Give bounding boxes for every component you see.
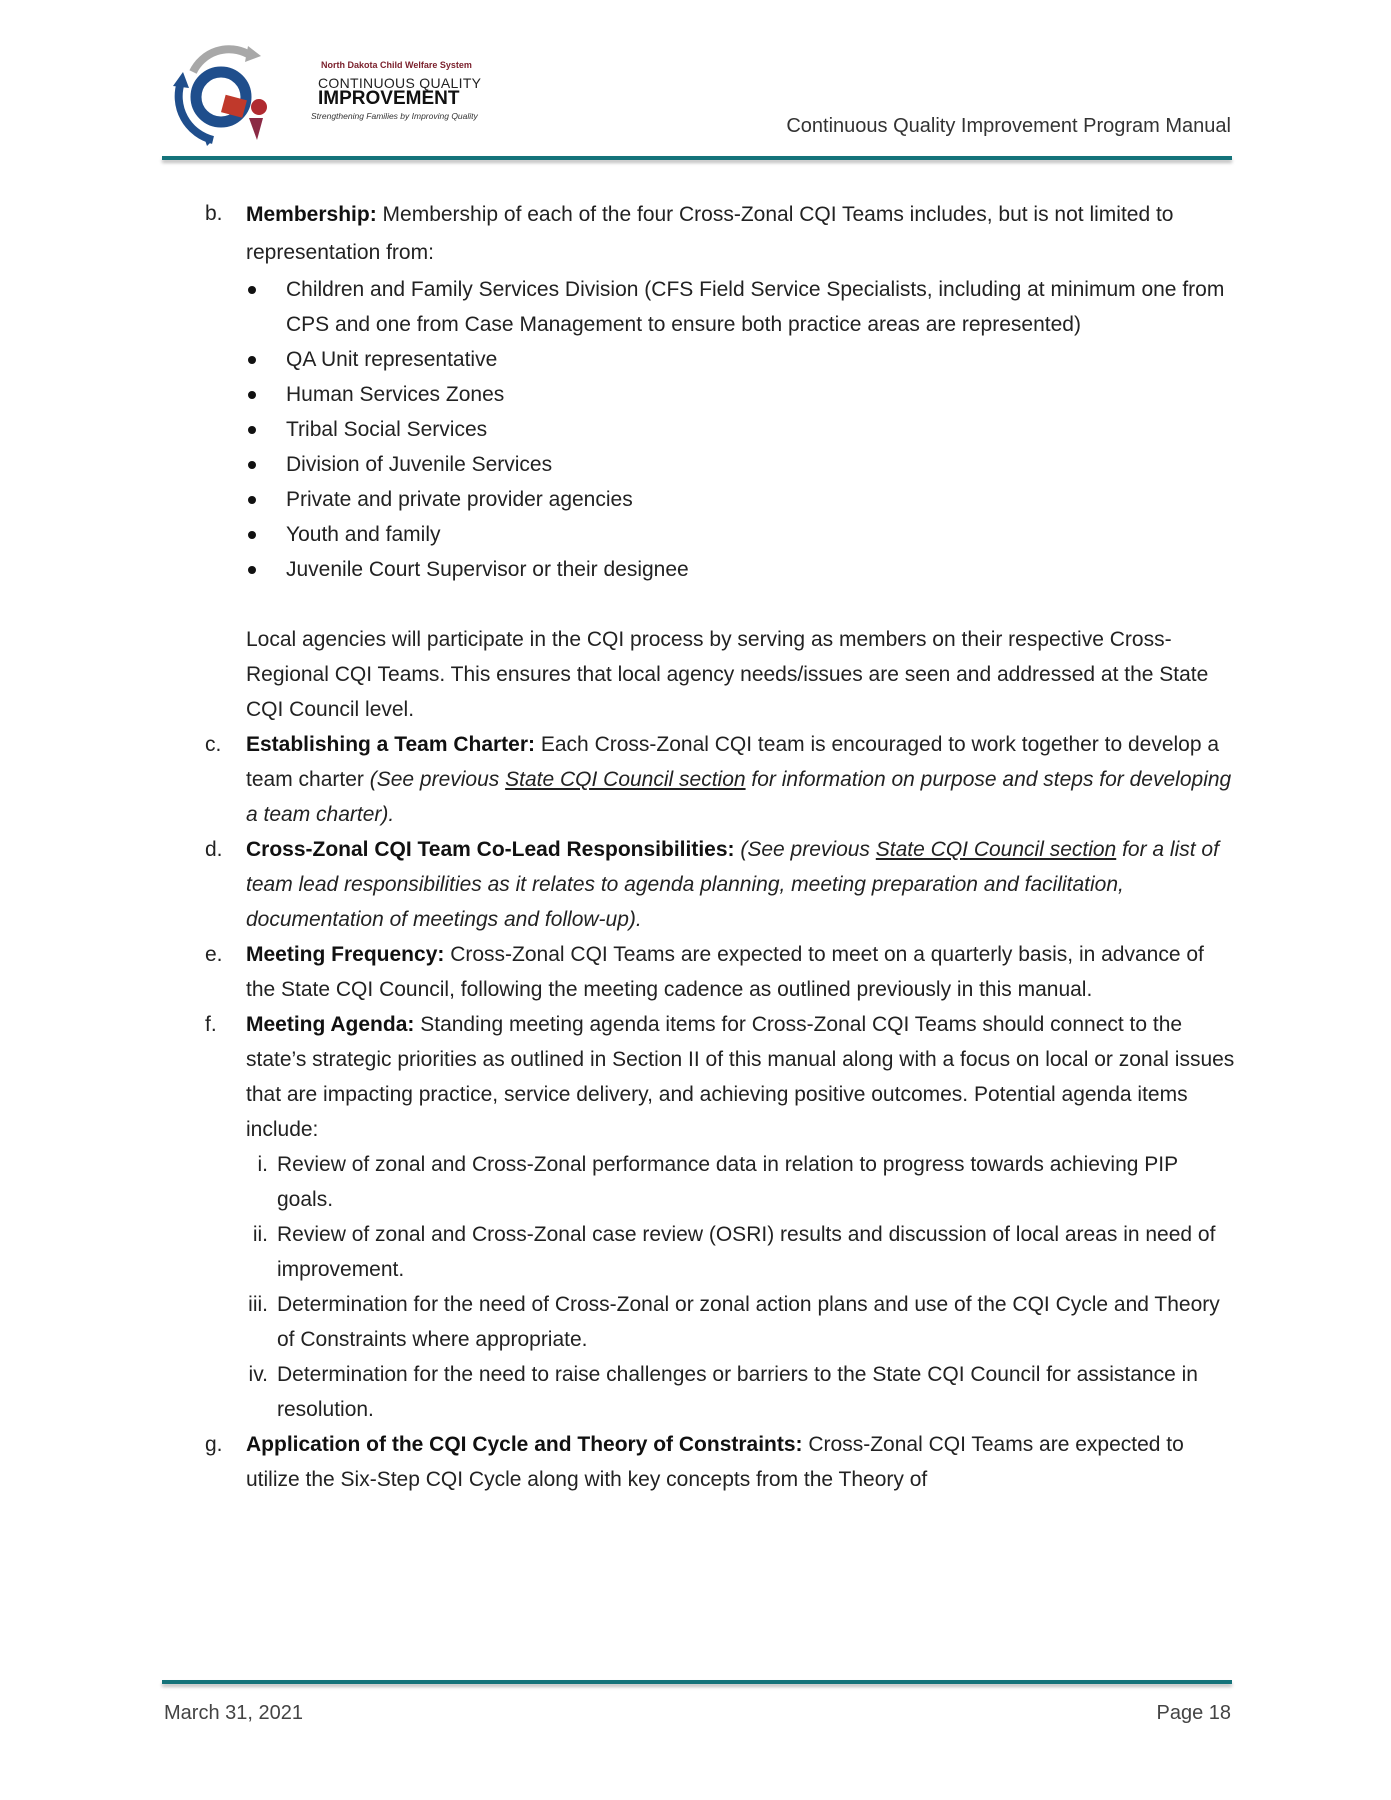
document-body <box>205 196 1235 1497</box>
item-marker: d. <box>205 838 223 861</box>
bullet-item <box>246 552 1235 587</box>
item-text <box>246 1007 1235 1147</box>
bullet-item <box>246 517 1235 552</box>
roman-list-item <box>246 1287 1235 1357</box>
bullet-icon <box>248 531 256 539</box>
bullet-text: QA Unit representative <box>286 348 498 371</box>
list-item-f <box>205 1007 1235 1427</box>
cqi-logo <box>163 42 493 147</box>
cross-reference-link[interactable]: State CQI Council section <box>875 838 1117 861</box>
list-item-b <box>205 196 1235 727</box>
cqi-cycle-logo-icon <box>163 42 303 147</box>
bullet-icon <box>248 286 256 294</box>
roman-marker: iii. <box>248 1293 268 1316</box>
item-text <box>246 937 1235 1007</box>
item-text <box>246 727 1235 832</box>
roman-list-item <box>246 1147 1235 1217</box>
item-text-segment: Each Cross-Zonal CQI team is encouraged to work together to develop a team charter <box>246 733 1220 791</box>
list-item-g <box>205 1427 1235 1497</box>
roman-text: Review of zonal and Cross-Zonal case review (OSRI) results and discussion of local areas in need of improvement. <box>277 1223 1216 1281</box>
item-heading: Establishing a Team Charter: <box>246 733 536 756</box>
item-text <box>246 1427 1235 1497</box>
bullet-text: Children and Family Services Division (CFS Field Service Specialists, including at minimum one from CPS and one from Case Management to ensure both practice areas are represented) <box>286 278 1225 336</box>
bullet-icon <box>248 356 256 364</box>
footer-date: March 31, 2021 <box>164 1702 303 1724</box>
roman-text: Determination for the need of Cross-Zonal or zonal action plans and use of the CQI Cycle and Theory of Constraints where appropriate. <box>277 1293 1220 1351</box>
logo-org-text: North Dakota Child Welfare System <box>321 60 472 70</box>
item-text-segment: for a list of team lead responsibilities as it relates to agenda planning, meeting preparation and facilitation, documentation of meetings and follow-up). <box>246 838 1219 931</box>
item-text-segment: Cross-Zonal CQI Teams are expected to utilize the Six-Step CQI Cycle along with key concepts from the Theory of <box>246 1433 1184 1491</box>
footer-page-number: Page 18 <box>1156 1702 1231 1724</box>
item-marker: f. <box>205 1013 217 1036</box>
item-marker: e. <box>205 943 223 966</box>
roman-list-item <box>246 1357 1235 1427</box>
logo-line1: CONTINUOUS QUALITY <box>318 75 482 91</box>
item-text-segment: Membership of each of the four Cross-Zonal CQI Teams includes, but is not limited to representation from: <box>246 203 1174 264</box>
item-text-segment: Standing meeting agenda items for Cross-Zonal CQI Teams should connect to the state’s strategic priorities as outlined in Section II of this manual along with a focus on local or zonal issues that are impacting practice, service delivery, and achieving positive outcomes. Potential agenda items include: <box>246 1013 1235 1141</box>
bullet-text: Tribal Social Services <box>286 418 488 441</box>
bullet-icon <box>248 426 256 434</box>
bullet-icon <box>248 496 256 504</box>
item-marker: b. <box>205 202 223 225</box>
list-item-c <box>205 727 1235 832</box>
logo-line2: IMPROVEMENT <box>318 88 460 109</box>
bullet-icon <box>248 566 256 574</box>
cross-reference-link[interactable]: State CQI Council section <box>505 768 746 791</box>
paragraph-text: Local agencies will participate in the CQI process by serving as members on their respective Cross-Regional CQI Teams. This ensures that local agency needs/issues are seen and addressed at the State CQI Council level. <box>246 628 1209 721</box>
item-marker: c. <box>205 733 222 756</box>
footer-rule <box>162 1680 1232 1684</box>
bullet-icon <box>248 391 256 399</box>
roman-marker: i. <box>257 1153 268 1176</box>
item-text-segment: (See previous <box>369 768 506 791</box>
bullet-item <box>246 342 1235 377</box>
bullet-text: Division of Juvenile Services <box>286 453 553 476</box>
item-heading: Meeting Frequency: <box>246 943 445 966</box>
item-text-segment: for information on purpose and steps for developing a team charter). <box>246 768 1232 826</box>
bullet-text: Private and private provider agencies <box>286 488 633 511</box>
header-rule <box>162 156 1232 160</box>
bullet-text: Human Services Zones <box>286 383 505 406</box>
roman-marker: ii. <box>252 1223 268 1246</box>
header-title: Continuous Quality Improvement Program Manual <box>786 115 1231 137</box>
item-marker: g. <box>205 1433 223 1456</box>
roman-marker: iv. <box>248 1363 268 1386</box>
bullet-text: Juvenile Court Supervisor or their designee <box>286 558 689 581</box>
item-text-segment: Cross-Zonal CQI Teams are expected to meet on a quarterly basis, in advance of the State CQI Council, following the meeting cadence as outlined previously in this manual. <box>246 943 1204 1001</box>
roman-list-item <box>246 1217 1235 1287</box>
bullet-item <box>246 377 1235 412</box>
bullet-item <box>246 412 1235 447</box>
bullet-item <box>246 482 1235 517</box>
roman-text: Review of zonal and Cross-Zonal performance data in relation to progress towards achieving PIP goals. <box>277 1153 1178 1211</box>
item-heading: Application of the CQI Cycle and Theory of Constraints: <box>246 1433 803 1456</box>
list-item-e <box>205 937 1235 1007</box>
logo-tagline: Strengthening Families by Improving Quality <box>311 111 478 121</box>
item-heading: Cross-Zonal CQI Team Co-Lead Responsibilities: <box>246 838 735 861</box>
item-heading: Membership: <box>246 203 377 226</box>
bullet-item <box>246 447 1235 482</box>
item-text <box>246 832 1235 937</box>
bullet-item <box>246 272 1235 342</box>
roman-text: Determination for the need to raise challenges or barriers to the State CQI Council for assistance in resolution. <box>277 1363 1198 1421</box>
item-text <box>246 196 1235 272</box>
item-text-segment: (See previous <box>734 838 876 861</box>
item-heading: Meeting Agenda: <box>246 1013 415 1036</box>
bullet-text: Youth and family <box>286 523 441 546</box>
list-item-d <box>205 832 1235 937</box>
bullet-icon <box>248 461 256 469</box>
